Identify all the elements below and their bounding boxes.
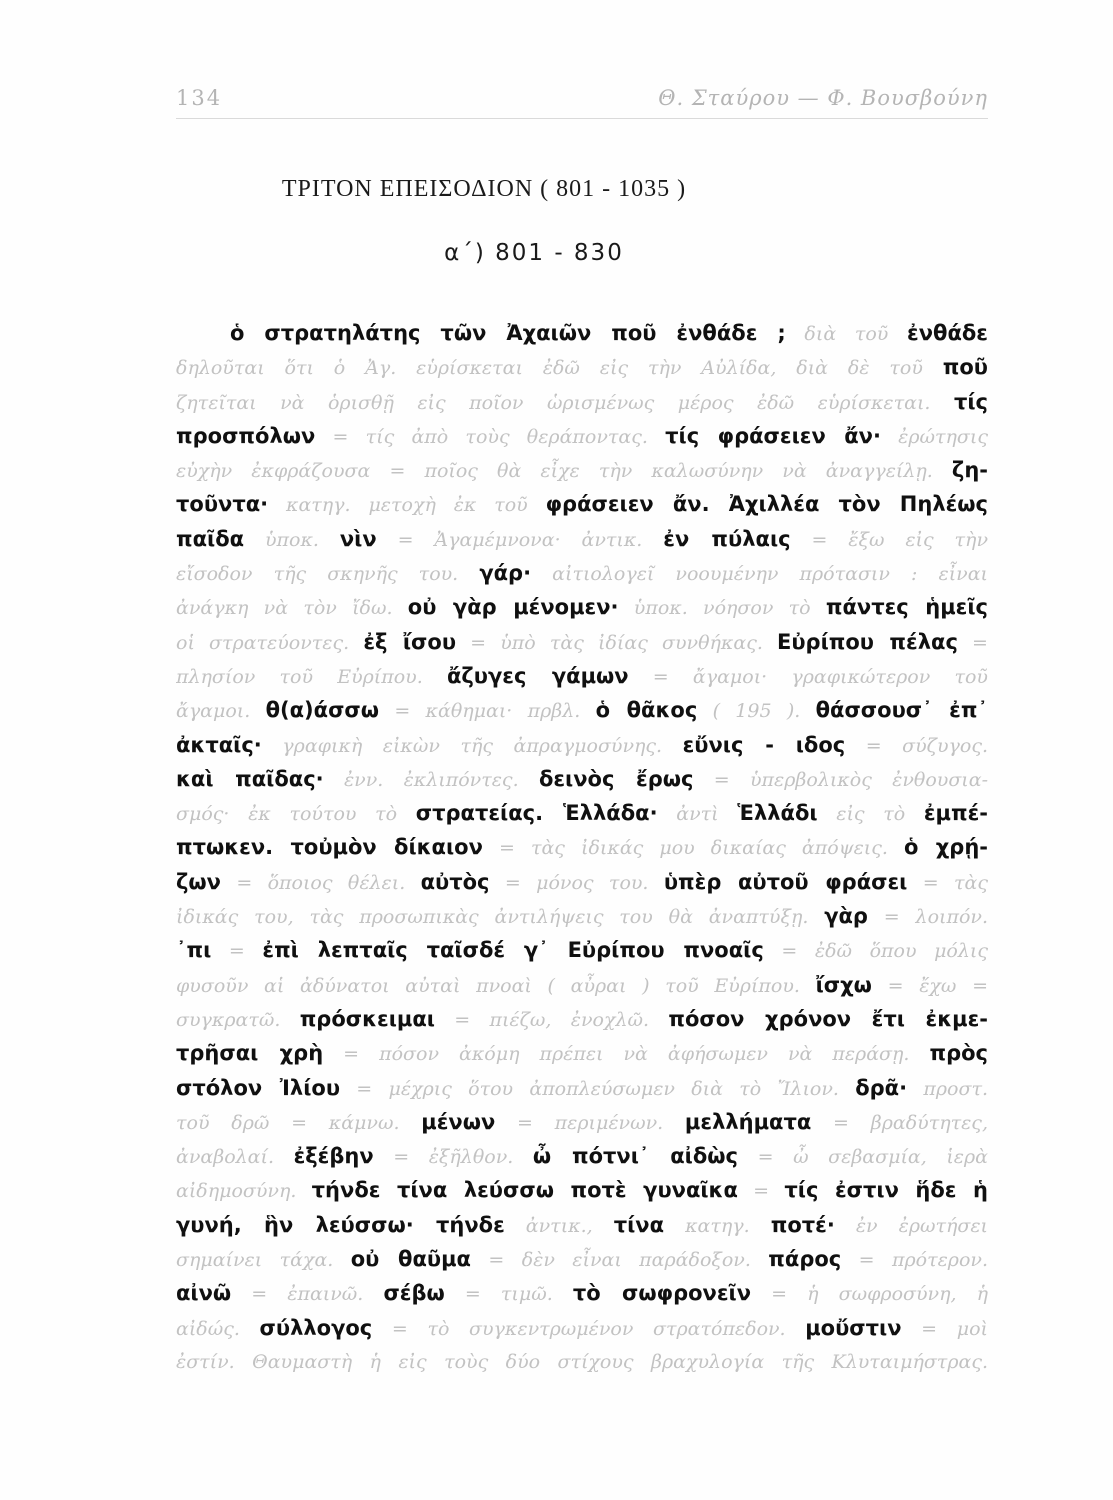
lemma-text: οὐ θαῦμα: [350, 1247, 471, 1272]
gloss-text: = ἔξω εἰς τὴν: [790, 528, 988, 551]
text-line: [176, 1139, 988, 1173]
gloss-text: = ἡ σωφροσύνη, ἡ: [751, 1283, 988, 1306]
gloss-text: = βραδύτητες,: [811, 1111, 988, 1134]
gloss-text: δηλοῦται ὅτι ὁ Ἀγ. εὑρίσκεται ἐδῶ εἰς τὴν Αὐλίδα, διὰ δὲ τοῦ: [176, 357, 943, 380]
gloss-text: =: [211, 940, 263, 963]
lemma-text: τρῆσαι χρὴ: [176, 1041, 324, 1066]
text-line: [176, 385, 988, 419]
gloss-text: σμός· ἐκ τούτου τὸ: [176, 803, 416, 826]
gloss-text: συγκρατῶ.: [176, 1008, 300, 1031]
gloss-text: = περιμένων.: [495, 1111, 685, 1134]
lemma-text: τοῦντα·: [176, 492, 269, 517]
gloss-text: οἱ στρατεύοντες.: [176, 631, 364, 654]
lemma-text: καὶ παῖδας·: [176, 766, 324, 791]
lemma-text: μοὔστιν: [805, 1315, 902, 1340]
gloss-text: σημαίνει τάχα.: [176, 1249, 351, 1272]
lemma-text: ὁ στρατηλάτης τῶν Ἀχαιῶν ποῦ ἐνθάδε ;: [230, 321, 786, 345]
lemma-text: στρατείας. Ἑλλάδα·: [415, 801, 658, 826]
gloss-text: = σύζυγος.: [845, 734, 988, 757]
lemma-text: ἐν πύλαις: [663, 526, 791, 551]
page-number: 134: [176, 86, 223, 110]
lemma-text: νὶν: [339, 526, 377, 551]
lemma-text: ὑπὲρ αὐτοῦ φράσει: [663, 869, 908, 894]
lemma-text: ποτέ·: [770, 1212, 835, 1237]
lemma-text: τίς ἐστιν ἥδε ἡ: [784, 1178, 988, 1203]
gloss-text: εἰς τὸ: [817, 803, 924, 826]
lemma-text: αἰνῶ: [176, 1281, 232, 1306]
gloss-text: ἐν ἐρωτήσει: [834, 1214, 988, 1237]
lemma-text: ποῦ: [942, 355, 988, 380]
lemma-text: μένων: [421, 1109, 496, 1134]
lemma-text: οὐ γὰρ μένομεν·: [407, 595, 619, 620]
text-line: [176, 933, 988, 967]
text-line: [176, 556, 988, 590]
lemma-text: πάρος: [768, 1247, 842, 1272]
lemma-text: γὰρ: [824, 904, 868, 929]
lemma-text: πτωκεν. τοὐμὸν δίκαιον: [176, 835, 483, 860]
gloss-text: κατηγ. μετοχὴ ἐκ τοῦ: [268, 494, 546, 517]
lemma-text: πόσον χρόνον ἔτι ἐκμε-: [668, 1006, 988, 1031]
gloss-text: = ὑπὸ τὰς ἰδίας συνθήκας.: [456, 631, 778, 654]
gloss-text: ἰδικάς του, τὰς προσωπικὰς ἀντιλήψεις του θὰ ἀναπτύξῃ.: [176, 906, 825, 929]
section-title: ΤΡΙΤΟΝ ΕΠΕΙΣΟΔΙΟΝ ( 801 - 1035 ): [281, 176, 687, 202]
gloss-text: ἀνάγκη νὰ τὸν ἴδω.: [176, 597, 408, 620]
lemma-text: ὦ πότνι᾽ αἰδὼς: [532, 1144, 738, 1169]
gloss-text: = πιέζω, ἐνοχλῶ.: [434, 1008, 669, 1031]
gloss-text: =: [957, 631, 988, 654]
gloss-text: ἀναβολαί.: [176, 1146, 294, 1169]
text-line: [176, 1173, 988, 1207]
text-line: [176, 865, 988, 899]
lemma-text: μελλήματα: [684, 1109, 812, 1134]
gloss-text: = μοὶ: [901, 1317, 988, 1340]
gloss-text: πλησίον τοῦ Εὐρίπου.: [176, 665, 447, 688]
gloss-text: ἐρώτησις: [880, 425, 988, 448]
text-line: [176, 453, 988, 487]
lemma-text: δρᾶ·: [855, 1075, 908, 1100]
commentary-body: [176, 316, 988, 1379]
text-line: [176, 796, 988, 830]
lemma-text: ἐξέβην: [293, 1144, 374, 1169]
lemma-text: θ(α)άσσω: [265, 698, 380, 723]
gloss-text: = ὑπερβολικὸς ἐνθουσια-: [693, 768, 988, 791]
gloss-text: = ἐπαινῶ.: [231, 1283, 384, 1306]
lemma-text: γάρ·: [479, 561, 532, 586]
lemma-text: τίς φράσειεν ἄν·: [665, 423, 881, 448]
lemma-text: ὁ θᾶκος: [595, 698, 698, 723]
gloss-text: = ἐδῶ ὅπου μόλις: [763, 940, 988, 963]
lemma-text: παῖδα: [176, 526, 245, 551]
gloss-text: αἰδώς.: [176, 1317, 260, 1340]
lemma-text: ἐμπέ-: [923, 801, 988, 826]
text-line: [176, 899, 988, 933]
gloss-text: = πόσον ἀκόμη πρέπει νὰ ἀφήσωμεν νὰ περάσῃ.: [323, 1043, 930, 1066]
lemma-text: τίς: [953, 389, 988, 414]
gloss-text: αἰδημοσύνη.: [176, 1180, 312, 1203]
text-line: [176, 1105, 988, 1139]
lemma-text: σέβω: [383, 1281, 445, 1306]
gloss-text: = ὅποιος θέλει.: [220, 871, 421, 894]
gloss-text: = ἄγαμοι· γραφικώτερον τοῦ: [628, 665, 988, 688]
gloss-text: εἴσοδον τῆς σκηνῆς του.: [176, 563, 480, 586]
lemma-text: προσπόλων: [176, 423, 316, 448]
lemma-text: τίνα: [613, 1212, 665, 1237]
lemma-text: ἀκταῖς·: [176, 732, 262, 757]
text-line: [176, 1242, 988, 1276]
gloss-text: τοῦ δρῶ = κάμνω.: [176, 1111, 422, 1134]
gloss-text: = τὰς: [907, 871, 988, 894]
gloss-text: = τιμῶ.: [444, 1283, 573, 1306]
gloss-text: ἄγαμοι.: [176, 700, 266, 723]
gloss-text: φυσοῦν αἱ ἀδύνατοι αὐταὶ πνοαὶ ( αὖραι ) τοῦ Εὐρίπου.: [176, 974, 816, 997]
lemma-text: δεινὸς ἔρως: [538, 766, 694, 791]
gloss-text: = μόνος του.: [489, 871, 664, 894]
lemma-text: αὐτὸς: [420, 869, 490, 894]
text-line: [176, 1345, 988, 1379]
gloss-text: ζητεῖται νὰ ὁρισθῇ εἰς ποῖον ὡρισμένως μέρος ἐδῶ εὑρίσκεται.: [176, 391, 954, 414]
text-line: [176, 625, 988, 659]
gloss-text: ἀντὶ: [657, 803, 738, 826]
gloss-text: = Ἀγαμέμνονα· ἀντικ.: [376, 528, 664, 551]
lemma-text: ἐξ ἴσου: [363, 629, 457, 654]
lemma-text: πάντες ἡμεῖς: [825, 595, 988, 620]
lemma-text: πρὸς: [929, 1041, 988, 1066]
running-head: Θ. Σταύρου — Φ. Βουσβούνη: [658, 86, 988, 110]
gloss-text: αἰτιολογεῖ νοουμένην πρότασιν : εἶναι: [531, 563, 988, 586]
text-line: [176, 316, 988, 350]
gloss-text: = τὸ συγκεντρωμένον στρατόπεδον.: [372, 1317, 806, 1340]
lemma-text: πρόσκειμαι: [299, 1006, 435, 1031]
lemma-text: Ἑλλάδι: [737, 801, 818, 826]
text-line: [176, 1311, 988, 1345]
lemma-text: Εὐρίπου πέλας: [777, 629, 958, 654]
text-line: [176, 1036, 988, 1070]
text-line: [176, 1276, 988, 1310]
lemma-text: ἴσχω: [815, 972, 872, 997]
text-line: [176, 1071, 988, 1105]
text-line: [176, 968, 988, 1002]
lemma-text: ζη-: [951, 458, 988, 483]
lemma-text: εὔνις - ιδος: [682, 732, 846, 757]
gloss-text: ὑποκ.: [244, 528, 340, 551]
text-line: [176, 522, 988, 556]
text-line: [176, 487, 988, 521]
gloss-text: = λοιπόν.: [867, 906, 988, 929]
lemma-text: τὸ σωφρονεῖν: [572, 1281, 752, 1306]
lemma-text: ὁ χρῄ-: [903, 835, 988, 860]
text-line: [176, 659, 988, 693]
gloss-text: ὑποκ. νόησον τὸ: [618, 597, 826, 620]
text-line: [176, 830, 988, 864]
text-line: [176, 762, 988, 796]
gloss-text: εὐχὴν ἐκφράζουσα = ποῖος θὰ εἶχε τὴν καλωσύνην νὰ ἀναγγείλῃ.: [176, 460, 952, 483]
gloss-text: = ὦ σεβασμία, ἱερὰ: [738, 1146, 988, 1169]
page-header: [176, 84, 988, 114]
gloss-text: = τίς ἀπὸ τοὺς θεράποντας.: [315, 425, 666, 448]
text-line: [176, 1002, 988, 1036]
gloss-text: ἐστίν. Θαυμαστὴ ἡ εἰς τοὺς δύο στίχους βραχυλογία τῆς Κλυταιμήστρας.: [176, 1350, 988, 1373]
gloss-text: = δὲν εἶναι παράδοξον.: [470, 1249, 769, 1272]
lemma-text: τήνδε τίνα λεύσσω ποτὲ γυναῖκα: [311, 1178, 738, 1203]
section-subtitle: α΄) 801 - 830: [444, 240, 624, 266]
lemma-text: ἐπὶ λεπταῖς ταῖσδέ γ᾽ Εὐρίπου πνοαῖς: [262, 938, 764, 963]
header-rule: [176, 118, 988, 119]
lemma-text: στόλον Ἰλίου: [176, 1075, 341, 1100]
gloss-text: διὰ τοῦ: [785, 323, 908, 345]
text-line: [176, 728, 988, 762]
lemma-text: σύλλογος: [259, 1315, 373, 1340]
gloss-text: ( 195 ).: [697, 700, 816, 723]
gloss-text: = πρότερον.: [841, 1249, 988, 1272]
gloss-text: = ἔχω =: [871, 974, 988, 997]
lemma-text: γυνή, ἣν λεύσσω· τήνδε: [176, 1212, 505, 1237]
gloss-text: κατηγ.: [664, 1214, 771, 1237]
text-line: [176, 590, 988, 624]
lemma-text: ζων: [176, 869, 221, 894]
gloss-text: = μέχρις ὅτου ἀποπλεύσωμεν διὰ τὸ Ἴλιον.: [340, 1077, 856, 1100]
text-line: [176, 693, 988, 727]
gloss-text: = ἐξῆλθον.: [373, 1146, 533, 1169]
lemma-text: φράσειεν ἄν. Ἀχιλλέα τὸν Πηλέως: [545, 492, 988, 517]
gloss-text: = κάθημαι· πρβλ.: [379, 700, 596, 723]
text-line: [176, 1208, 988, 1242]
gloss-text: =: [737, 1180, 785, 1203]
lemma-text: ἐνθάδε: [907, 321, 988, 345]
gloss-text: γραφικὴ εἰκὼν τῆς ἀπραγμοσύνης.: [261, 734, 683, 757]
text-line: [176, 350, 988, 384]
lemma-text: ἄζυγες γάμων: [446, 663, 629, 688]
text-line: [176, 419, 988, 453]
lemma-text: ᾽πι: [176, 938, 212, 963]
gloss-text: προστ.: [907, 1077, 988, 1100]
lemma-text: θάσσουσ᾽ ἐπ᾽: [815, 698, 988, 723]
gloss-text: ἀντικ.,: [504, 1214, 614, 1237]
gloss-text: = τὰς ἰδικάς μου δικαίας ἀπόψεις.: [482, 837, 904, 860]
gloss-text: ἐνν. ἐκλιπόντες.: [323, 768, 539, 791]
